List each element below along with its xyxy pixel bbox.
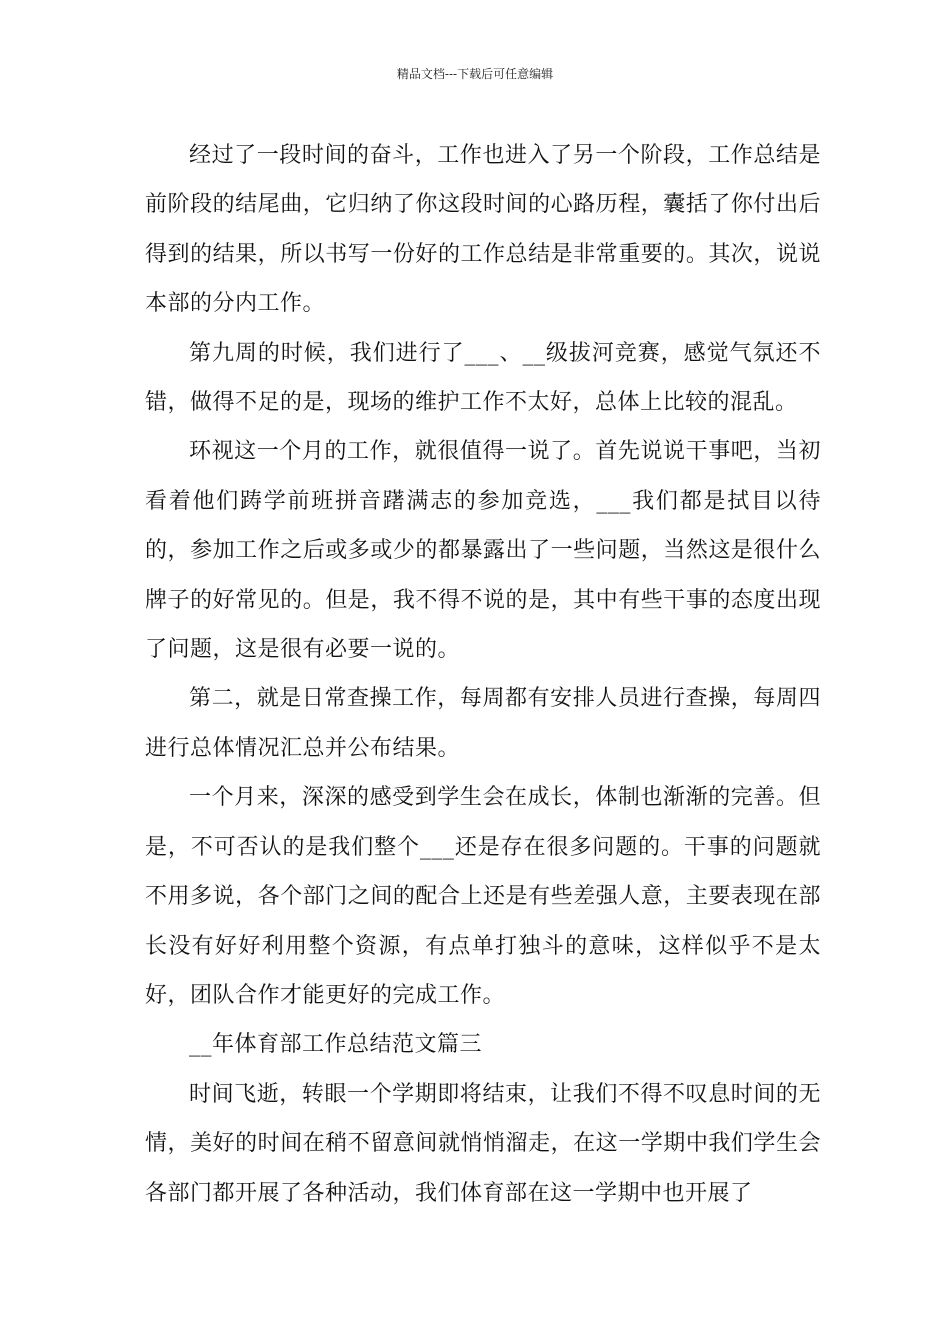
paragraph-6: 时间飞逝，转眼一个学期即将结束，让我们不得不叹息时间的无情，美好的时间在稍不留意间就悄悄溜走，在这一学期中我们学生会各部门都开展了各种活动，我们体育部在这一学期中也开展了 <box>145 1081 821 1206</box>
document-body <box>145 131 821 1218</box>
paragraph-1: 经过了一段时间的奋斗，工作也进入了另一个阶段，工作总结是前阶段的结尾曲，它归纳了你这段时间的心路历程，囊括了你付出后得到的结果，所以书写一份好的工作总结是非常重要的。其次，说说本部的分内工作。 <box>145 143 821 317</box>
section-heading: __年体育部工作总结范文篇三 <box>189 1032 483 1058</box>
page-header: 精品文档---下载后可任意编辑 <box>396 67 554 81</box>
paragraph-3: 环视这一个月的工作，就很值得一说了。首先说说干事吧，当初看着他们踌学前班拼音躇满志的参加竞选，___我们都是拭目以待的，参加工作之后或多或少的都暴露出了一些问题，当然这是很什么牌子的好常见的。但是，我不得不说的是，其中有些干事的态度出现了问题，这是很有必要一说的。 <box>145 439 821 663</box>
paragraph-4: 第二，就是日常查操工作，每周都有安排人员进行查操，每周四进行总体情况汇总并公布结果。 <box>145 686 821 761</box>
paragraph-2: 第九周的时候，我们进行了___、__级拔河竞赛，感觉气氛还不错，做得不足的是，现场的维护工作不太好，总体上比较的混乱。 <box>145 340 821 416</box>
paragraph-5: 一个月来，深深的感受到学生会在成长，体制也渐渐的完善。但是，不可否认的是我们整个___还是存在很多问题的。干事的问题就不用多说，各个部门之间的配合上还是有些差强人意，主要表现在部长没有好好利用整个资源，有点单打独斗的意味，这样似乎不是太好，团队合作才能更好的完成工作。 <box>145 785 821 1008</box>
